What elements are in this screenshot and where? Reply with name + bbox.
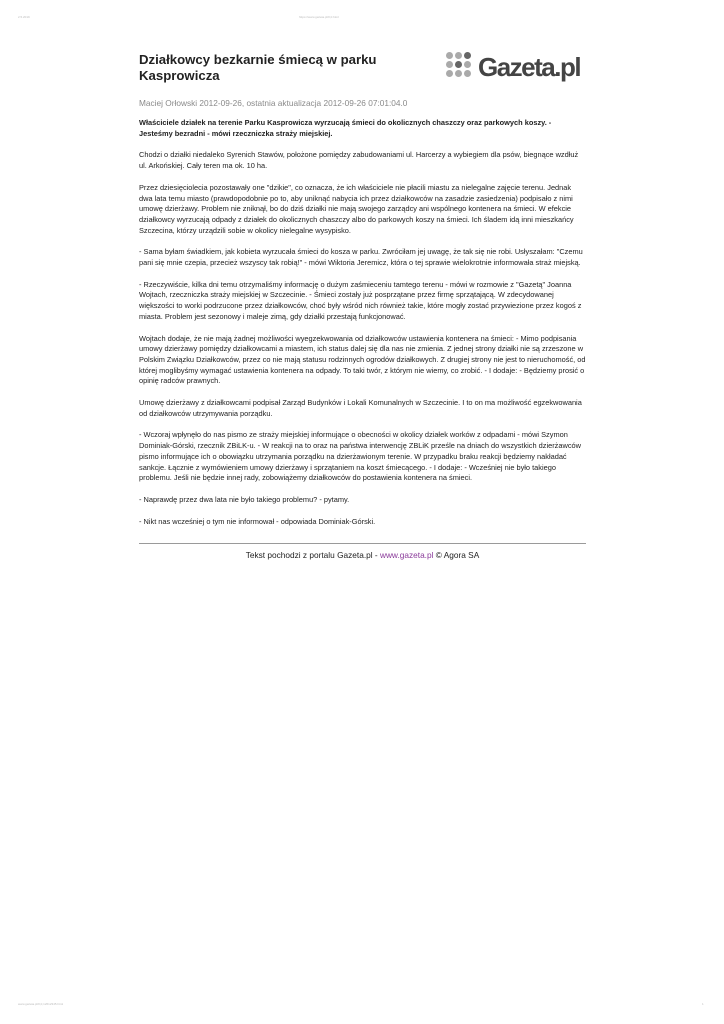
article-body	[139, 150, 586, 527]
logo-dots-icon	[446, 52, 476, 82]
article-paragraph: - Sama byłam świadkiem, jak kobieta wyrzucała śmieci do kosza w parku. Zwróciłam jej uwagę, że tak się nie robi. Usłyszałam: "Czemu pani się mnie czepia, przecież wszyscy tak robią!" - mówi Wiktoria Jeremicz, która o tej sprawie wielokrotnie informowała straż miejską.	[139, 247, 583, 268]
article-paragraph: Przez dziesięciolecia pozostawały one "dzikie", co oznacza, że ich właściciele nie płacili miastu za nielegalne zajęcie terenu. Jednak dwa lata temu miasto (prawdopodobnie po to, aby uniknąć nabycia ich przez działkowców na zasadzie zasiedzenia) podpisało z nimi umowę dzierżawy. Problem nie zniknął, bo do dziś działki nie mają swojego zarządcy ani wspólnego kontenera na śmieci. W efekcie działkowcy wyrzucają odpady z działek do okolicznych chaszczy albo do parkowych koszy na śmieci. Ich śladem idą inni mieszkańcy Szczecina, którzy urządzili sobie w okolicy nielegalne wysypisko.	[139, 182, 574, 235]
source-link[interactable]: www.gazeta.pl	[379, 550, 434, 561]
article-paragraph: Umowę dzierżawy z działkowcami podpisał Zarząd Budynków i Lokali Komunalnych w Szczecinie. I to on ma możliwość egzekwowania od działkowców utrzymywania porządku.	[139, 398, 582, 418]
browser-date: 2.5.2019	[18, 15, 30, 19]
footer-url: www.gazeta.pl/0,0,12612345.html	[18, 1002, 64, 1006]
article-meta: Maciej Orłowski 2012-09-26, ostatnia aktualizacja 2012-09-26 07:01:04.0	[139, 98, 408, 108]
article-paragraph: - Nikt nas wcześniej o tym nie informował - odpowiada Dominiak-Górski.	[139, 516, 376, 526]
gazeta-logo[interactable]	[446, 52, 586, 82]
article-title: Działkowcy bezkarnie śmiecą w parku Kasprowicza	[139, 52, 377, 83]
source-suffix: © Agora SA	[433, 550, 480, 561]
source-attribution	[139, 543, 586, 561]
footer-page-number: 1	[702, 1002, 704, 1006]
browser-url: https://www.gazeta.pl/0,0.html	[299, 15, 339, 19]
article-paragraph: Chodzi o działki niedaleko Syrenich Stawów, położone pomiędzy zabudowaniami ul. Harcerzy a wybiegiem dla psów, biegnące wzdłuż ul. Arkońskiej. Cały teren ma ok. 10 ha.	[139, 150, 579, 171]
article-paragraph: - Wczoraj wpłynęło do nas pismo ze straży miejskiej informujące o obecności w okolicy działek worków z odpadami - mówi Szymon Dominiak-Górski, rzecznik ZBiLK-u. - W reakcji na to oraz na państwa interwencję ZBLiK prześle na dniach do wszystkich dzierżawców pismo informujące ich o obowiązku utrzymania porządku na dzierżawionym terenie. W przypadku braku reakcji będziemy nakładać sankcje. Łącznie z wymówieniem umowy dzierżawy i sprzątaniem na koszt śmiecącego. - I dodaje: - Wcześniej nie było takiego problemu. Jeśli nie będzie innej rady, zobowiążemy działkowców do postawienia kontenera na śmieci.	[139, 430, 581, 483]
article-page	[139, 52, 586, 561]
logo-text: Gazeta.pl	[478, 52, 581, 82]
article-paragraph: - Rzeczywiście, kilka dni temu otrzymaliśmy informację o dużym zaśmieceniu tamtego terenu - mówi w rozmowie z "Gazetą" Joanna Wojtach, rzeczniczka straży miejskiej w Szczecinie. - Śmieci zostały już posprzątane przez firmę sprzątającą. W zdecydowanej większości to worki podrzucone przez działkowców, choć były wśród nich również takie, które mogły zostać przywiezione przez kogoś z miasta. Problem jest sezonowy i maleje zimą, gdy działki przestają funkcjonować.	[139, 279, 582, 321]
article-paragraph: - Naprawdę przez dwa lata nie było takiego problemu? - pytamy.	[139, 494, 350, 504]
article-paragraph: Wojtach dodaje, że nie mają żadnej możliwości wyegzekwowania od działkowców ustawienia kontenera na śmieci: - Mimo podpisania umowy dzierżawy pomiędzy działkowcami a miastem, ich status dalej się dla nas nie zmienia. Z jednej strony działki nie są zrzeszone w Polskim Związku Działkowców, przez co nie mają statusu rodzinnych ogrodów działkowych. Z drugiej strony nie jest to nieruchomość, od której moglibyśmy wymagać ustawienia kontenera na odpady. To taki twór, z którym nie wiemy, co zrobić. - I dodaje: - Będziemy prosić o opinię radców prawnych.	[139, 333, 586, 386]
article-header	[139, 52, 586, 98]
source-prefix: Tekst pochodzi z portalu Gazeta.pl -	[245, 550, 380, 561]
article-lead: Właściciele działek na terenie Parku Kasprowicza wyrzucają śmieci do okolicznych chaszczy oraz parkowych koszy. - Jesteśmy bezradni - mówi rzeczniczka straży miejskiej.	[139, 118, 552, 138]
